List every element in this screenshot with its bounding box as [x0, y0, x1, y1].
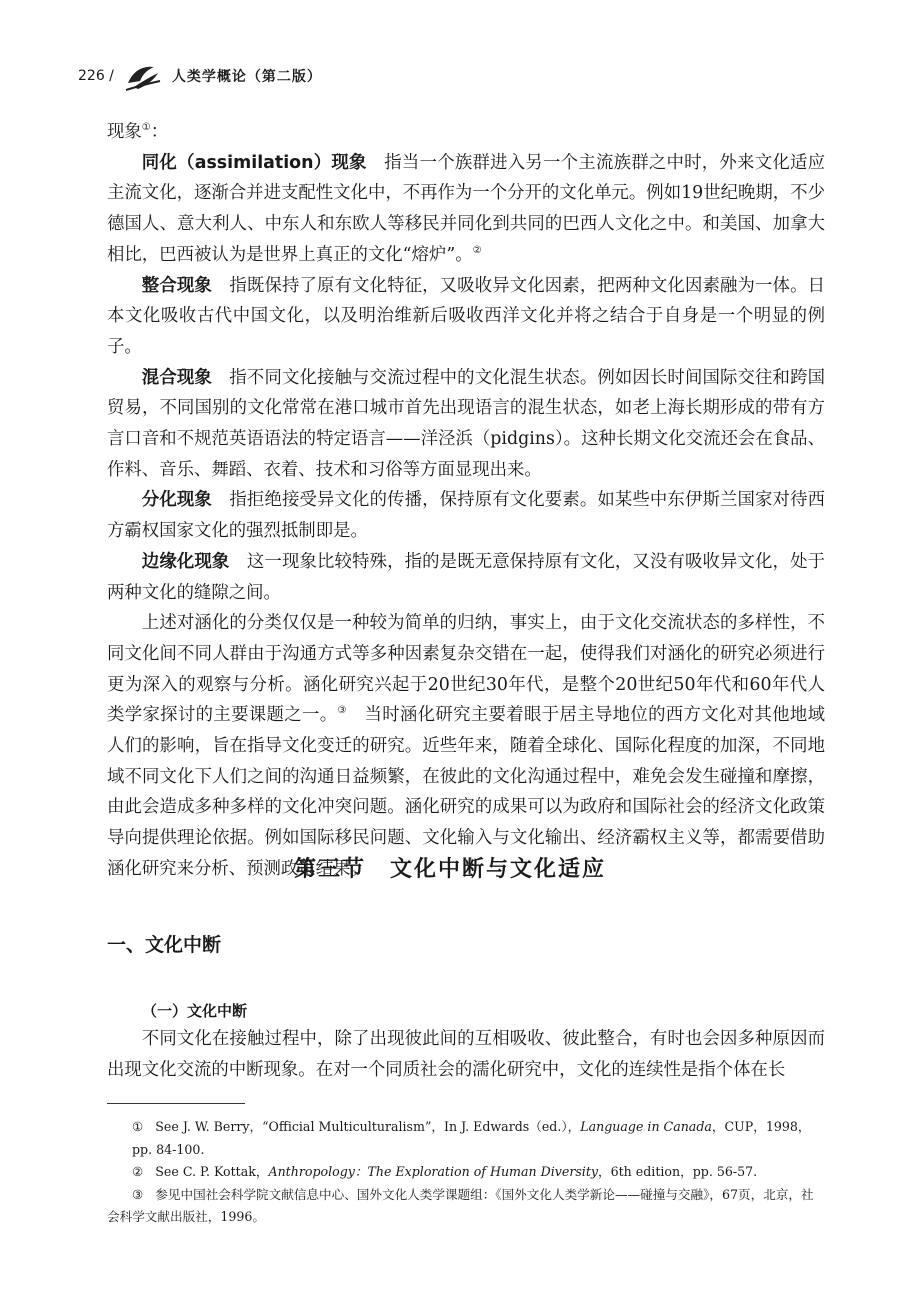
intro-colon: ：	[150, 122, 169, 142]
intro-text: 现象	[107, 122, 142, 142]
footnote-2	[107, 1161, 825, 1184]
footnote-1	[107, 1116, 825, 1161]
page-header	[78, 56, 322, 96]
section-heading: 第三节 文化中断与文化适应	[293, 857, 606, 882]
footnote-1-pre: See J. W. Berry，“Official Multiculturalism”，In J. Edwards（ed.），	[155, 1119, 581, 1134]
marginal-text: 这一现象比较特殊，指的是既无意保持原有文化，又没有吸收异文化，处于两种文化的缝隙之间。	[107, 551, 825, 603]
paragraph-interruption: 不同文化在接触过程中，除了出现彼此间的互相吸收、彼此整合，有时也会因多种原因而出现文化交流的中断现象。在对一个同质社会的濡化研究中，文化的连续性是指个体在长	[107, 1029, 825, 1080]
footnote-1-post: ，CUP，1998，pp. 84-100.	[132, 1119, 811, 1157]
section-body	[107, 1024, 825, 1085]
footnote-ref-3[interactable]: ③	[337, 705, 347, 717]
term-separation: 分化现象	[141, 490, 212, 511]
paragraph-intro	[107, 117, 825, 148]
footnote-mark-1: ①	[132, 1119, 144, 1134]
footnote-3	[107, 1184, 825, 1229]
term-hybrid: 混合现象	[141, 367, 212, 388]
footnote-1-title: Language in Canada	[580, 1119, 712, 1134]
footnote-ref-1[interactable]: ①	[141, 122, 151, 134]
integration-text: 指既保持了原有文化特征，又吸收异文化因素，把两种文化因素融为一体。日本文化吸收古代中国文化，以及明治维新后吸收西洋文化并将之结合于自身是一个明显的例子。	[107, 275, 825, 357]
page-number: 226 /	[78, 68, 114, 84]
term-assimilation: 同化（assimilation）现象	[141, 152, 367, 173]
separation-text: 指拒绝接受异文化的传播，保持原有文化要素。如某些中东伊斯兰国家对待西方霸权国家文化的强烈抵制即是。	[107, 490, 825, 542]
summary-text-a: 上述对涵化的分类仅仅是一种较为简单的归纳，事实上，由于文化交流状态的多样性，不同文化间不同人群由于沟通方式等多种因素复杂交错在一起，使得我们对涵化的研究必须进行更为深入的观察与分析。涵化研究兴起于20世纪30年代，是整个20世纪50年代和60年代人类学家探讨的主要课题之一。	[107, 613, 825, 726]
hybrid-text: 指不同文化接触与交流过程中的文化混生状态。例如因长时间国际交往和跨国贸易，不同国别的文化常常在港口城市首先出现语言的混生状态，如老上海长期形成的带有方言口音和不规范英语语法的特定语言——洋泾浜（pidgins）。这种长期文化交流还会在食品、作料、音乐、舞蹈、衣着、技术和习俗等方面显现出来。	[107, 367, 825, 480]
footnote-2-post: ，6th edition，pp. 56-57.	[598, 1164, 758, 1179]
term-marginal: 边缘化现象	[141, 551, 230, 572]
footnote-2-title: Anthropology：The Exploration of Human Diversity	[268, 1164, 599, 1179]
publisher-logo-icon	[124, 59, 162, 93]
paragraph-summary	[107, 608, 825, 884]
subsubsection-heading: （一）文化中断	[142, 1002, 248, 1020]
assimilation-text: 指当一个族群进入另一个主流族群之中时，外来文化适应主流文化，逐渐合并进支配性文化中，不再作为一个分开的文化单元。例如19世纪晚期，不少德国人、意大利人、中东人和东欧人等移民并同化到共同的巴西人文化之中。和美国、加拿大相比，巴西被认为是世界上真正的文化“熔炉”。	[107, 152, 825, 265]
footnote-2-pre: See C. P. Kottak，	[155, 1164, 269, 1179]
footnote-ref-2[interactable]: ②	[472, 245, 482, 257]
footnote-mark-3: ③	[132, 1186, 144, 1202]
footnote-divider	[107, 1103, 245, 1104]
footnotes	[107, 1116, 825, 1229]
paragraph-assimilation	[107, 148, 825, 271]
paragraph-marginal	[107, 547, 825, 608]
footnote-3-text: 参见中国社会科学院文献信息中心、国外文化人类学课题组：《国外文化人类学新论——碰撞与交融》，67页，北京，社会科学文献出版社，1996。	[107, 1186, 814, 1224]
term-integration: 整合现象	[141, 275, 212, 296]
paragraph-hybrid	[107, 363, 825, 486]
subsection-heading: 一、文化中断	[107, 934, 222, 956]
book-title: 人类学概论（第二版）	[171, 69, 322, 85]
main-body	[107, 117, 825, 885]
footnote-mark-2: ②	[132, 1164, 144, 1179]
paragraph-integration	[107, 271, 825, 363]
paragraph-separation	[107, 485, 825, 546]
summary-text-b: 当时涵化研究主要着眼于居主导地位的西方文化对其他地域人们的影响，旨在指导文化变迁的研究。近些年来，随着全球化、国际化程度的加深，不同地域不同文化下人们之间的沟通日益频繁，在彼此的文化沟通过程中，难免会发生碰撞和摩擦，由此会造成多种多样的文化冲突问题。涵化研究的成果可以为政府和国际社会的经济文化政策导向提供理论依据。例如国际移民问题、文化输入与文化输出、经济霸权主义等，都需要借助涵化研究来分析、预测政策结果。	[107, 705, 825, 879]
